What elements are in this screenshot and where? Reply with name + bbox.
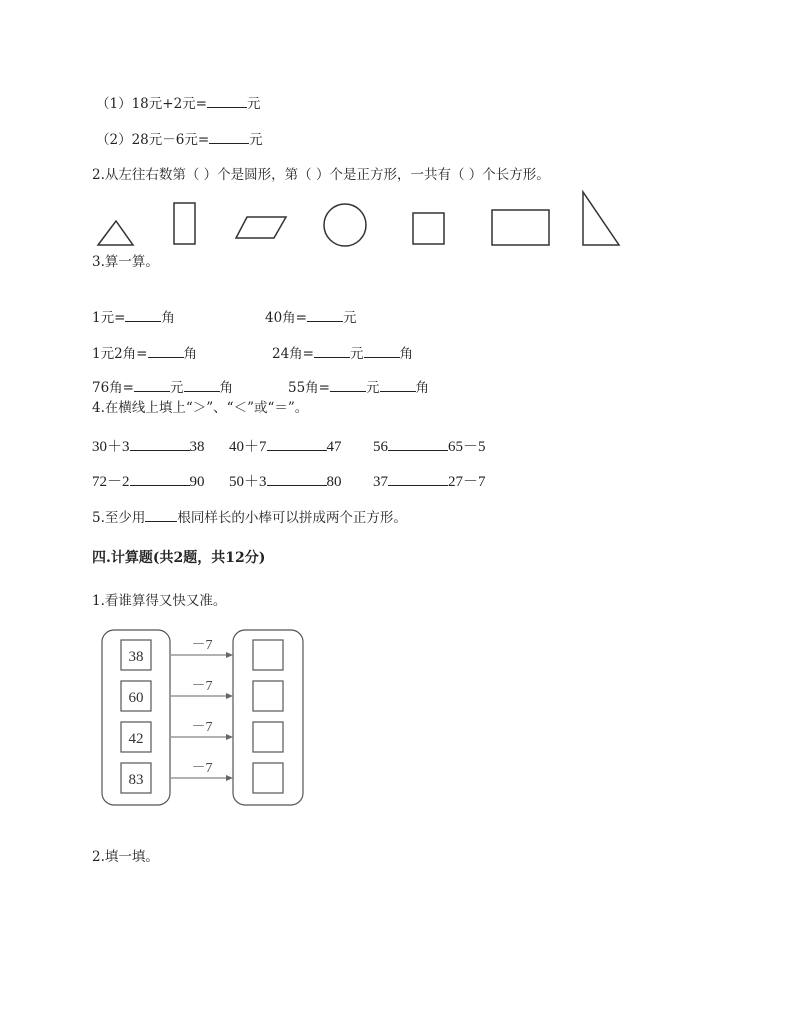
answer-box[interactable] [253, 763, 283, 793]
answer-blank[interactable] [364, 344, 400, 358]
answer-blank[interactable] [330, 378, 366, 392]
expression: 24角= [272, 346, 314, 362]
arrow-head-icon [226, 693, 233, 699]
input-value: 83 [128, 772, 144, 788]
expression: 1元= [92, 310, 126, 326]
calc2-title: 2.填一填。 [92, 849, 159, 865]
unit-label: 元 [170, 380, 184, 396]
q3-row-1-right [265, 308, 357, 327]
unit-label: 角 [219, 380, 233, 396]
arrow-head-icon [226, 734, 233, 740]
q3-row-3-left [92, 378, 233, 397]
q4-row-2-item-2 [229, 472, 342, 491]
left-expression: 40＋7 [229, 439, 267, 455]
compare-blank[interactable] [267, 472, 327, 486]
answer-box[interactable] [253, 722, 283, 752]
q4-row-1-item-2 [229, 437, 342, 456]
right-expression: 38 [189, 439, 205, 455]
answer-box[interactable] [253, 640, 283, 670]
q3-row-3-right [288, 378, 429, 397]
operation-label: －7 [191, 638, 213, 653]
left-expression: 37 [373, 474, 388, 490]
answer-blank[interactable] [314, 344, 350, 358]
q5-prefix: 5.至少用 [92, 510, 146, 526]
right-expression: 65－5 [448, 439, 486, 455]
answer-blank[interactable] [125, 308, 161, 322]
left-expression: 56 [373, 439, 388, 455]
input-value: 38 [128, 649, 144, 665]
operation-label: －7 [191, 679, 213, 694]
q4-row-1-item-3 [373, 437, 486, 456]
answer-box[interactable] [253, 681, 283, 711]
unit-label: 元 [350, 346, 364, 362]
q1-item-2 [96, 130, 263, 149]
compare-blank[interactable] [130, 437, 190, 451]
section-heading: 四.计算题(共2题，共12分) [92, 550, 266, 566]
input-value: 42 [128, 731, 144, 747]
right-expression: 47 [326, 439, 342, 455]
answer-blank[interactable] [209, 130, 249, 144]
calc-row-4 [121, 761, 283, 793]
answer-blank[interactable] [307, 308, 343, 322]
expression: 40角= [265, 310, 307, 326]
operation-label: －7 [191, 720, 213, 735]
expression: 1元2角= [92, 346, 148, 362]
unit-label: 元 [343, 310, 357, 326]
compare-blank[interactable] [388, 472, 448, 486]
arrow-head-icon [226, 652, 233, 658]
answer-blank[interactable] [184, 378, 220, 392]
left-expression: 50＋3 [229, 474, 267, 490]
compare-blank[interactable] [130, 472, 190, 486]
right-expression: 27－7 [448, 474, 486, 490]
right-expression: 80 [326, 474, 342, 490]
answer-blank[interactable] [134, 378, 170, 392]
q4-row-1-item-1 [92, 437, 205, 456]
unit-label: 角 [415, 380, 429, 396]
unit-label: 元 [246, 96, 261, 112]
q5-suffix: 根同样长的小棒可以拼成两个正方形。 [177, 510, 407, 526]
triangle-icon [98, 221, 133, 245]
q1-item-1 [96, 94, 260, 113]
unit-label: 元 [366, 380, 380, 396]
unit-label: 角 [183, 346, 197, 362]
calc-row-2 [121, 679, 283, 711]
q5-question [92, 508, 407, 527]
input-value: 60 [128, 690, 144, 706]
q2-question: 2.从左往右数第（ ）个是圆形，第（ ）个是正方形，一共有（ ）个长方形。 [92, 167, 550, 183]
expression: 76角= [92, 380, 134, 396]
q4-row-2-item-1 [92, 472, 205, 491]
expression: 55角= [288, 380, 330, 396]
unit-label: 角 [399, 346, 413, 362]
rectangle-icon [492, 210, 549, 245]
calc1-diagram [0, 622, 320, 812]
answer-blank[interactable] [207, 94, 247, 108]
answer-blank[interactable] [148, 344, 184, 358]
compare-blank[interactable] [388, 437, 448, 451]
calc-row-3 [121, 720, 283, 752]
left-expression: 72－2 [92, 474, 130, 490]
circle-icon [324, 204, 366, 246]
arrow-head-icon [226, 775, 233, 781]
q3-row-2-right [272, 344, 413, 363]
q3-row-2-left [92, 344, 197, 363]
q1-item-1-expression: （1）18元+2元= [96, 96, 207, 112]
parallelogram-icon [236, 217, 286, 238]
q4-title: 4.在横线上填上“＞”、“＜”或“＝”。 [92, 400, 309, 416]
q4-row-2-item-3 [373, 472, 486, 491]
calc-row-1 [121, 638, 283, 670]
square-icon [413, 213, 444, 244]
unit-label: 角 [161, 310, 175, 326]
answer-blank[interactable] [380, 378, 416, 392]
q1-item-2-expression: （2）28元－6元= [96, 132, 210, 148]
q3-row-1-left [92, 308, 175, 327]
tall-rectangle-icon [174, 203, 195, 244]
answer-blank[interactable] [145, 508, 177, 522]
q3-title: 3.算一算。 [92, 254, 159, 270]
right-expression: 90 [189, 474, 205, 490]
right-triangle-icon [583, 192, 619, 245]
left-expression: 30＋3 [92, 439, 130, 455]
operation-label: －7 [191, 761, 213, 776]
calc1-title: 1.看谁算得又快又准。 [92, 593, 227, 609]
compare-blank[interactable] [267, 437, 327, 451]
unit-label: 元 [249, 132, 263, 148]
